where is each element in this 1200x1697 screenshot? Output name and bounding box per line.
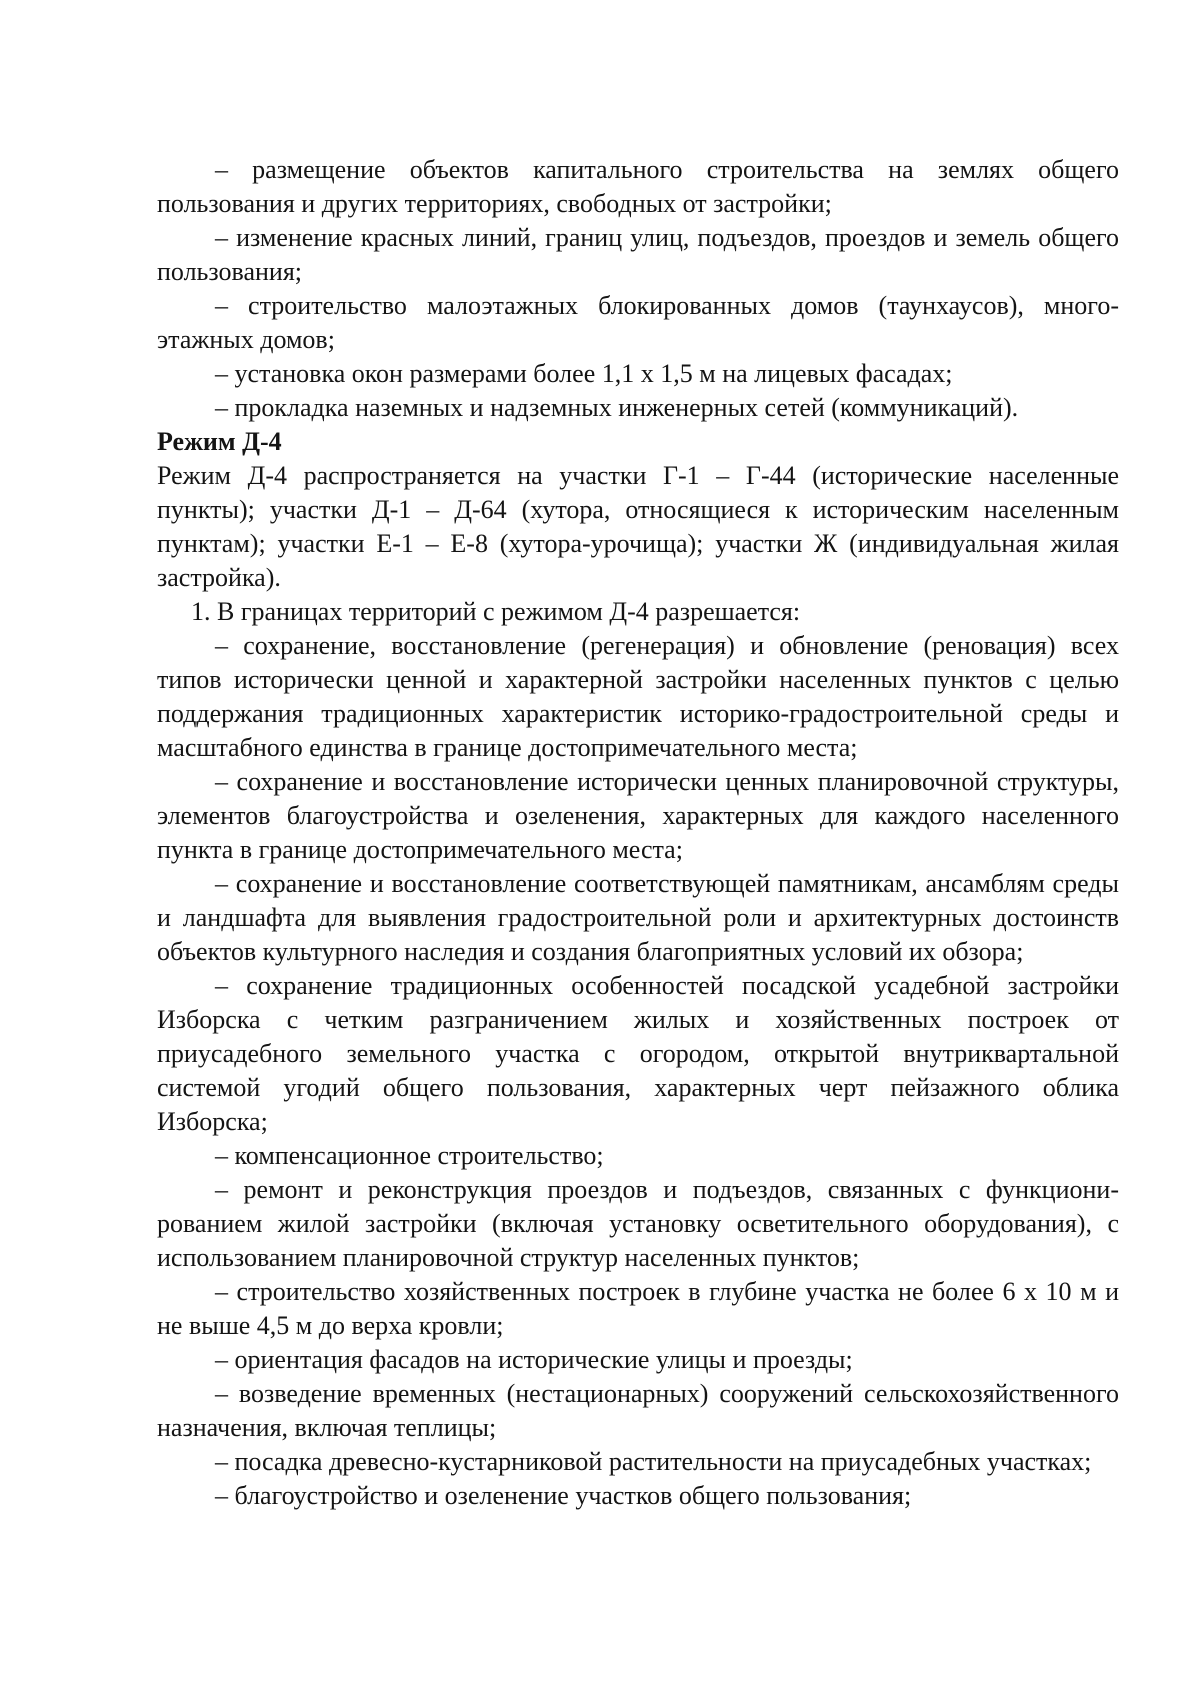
list-item: – посадка древесно-кустарниковой растительности на приусадебных участках; bbox=[215, 1447, 1092, 1476]
list-item: – возведение временных (нестационарных) сооружений сельскохозяйственного назначения, включая теплицы; bbox=[157, 1379, 1119, 1442]
list-item: – ориентация фасадов на исторические улицы и проезды; bbox=[215, 1345, 853, 1374]
list-item: – сохранение и восстановление исторически ценных планировочной структуры, элементов благоустройства и озеленения, характерных для каждого населенного пункта в границе достопримечательного места; bbox=[157, 767, 1119, 864]
section-intro: Режим Д-4 распространяется на участки Г-1 – Г-44 (исторические населенные пункты); участки Д-1 – Д-64 (хутора, относящиеся к историческим населенным пунктам); участки Е-1 – Е-8 (хутора-урочища); участки Ж (индивидуальная жилая застройка). bbox=[157, 461, 1119, 592]
list-item: – установка окон размерами более 1,1 х 1,5 м на лицевых фасадах; bbox=[215, 359, 953, 388]
numbered-item: 1. В границах территорий с режимом Д-4 разрешается: bbox=[191, 597, 801, 626]
list-item: – компенсационное строительство; bbox=[215, 1141, 604, 1170]
list-item: – строительство хозяйственных построек в глубине участка не более 6 х 10 м и не выше 4,5 м до верха кровли; bbox=[157, 1277, 1119, 1340]
list-item: – строительство малоэтажных блокированных домов (таунхаусов), многоэтажных домов; bbox=[157, 291, 1119, 354]
list-item: – изменение красных линий, границ улиц, подъездов, проездов и земель общего пользования; bbox=[157, 223, 1119, 286]
section-heading: Режим Д-4 bbox=[157, 427, 282, 456]
list-item: – размещение объектов капитального строительства на землях общего пользования и других территориях, свободных от застройки; bbox=[157, 155, 1119, 218]
list-item: – сохранение традиционных особенностей посадской усадебной застройки Изборска с четким разграничением жилых и хозяйственных построек от приусадебного земельного участка с огородом, открытой внутриквартальной системой угодий общего пользования, характерных черт пейзажного облика Изборска; bbox=[157, 971, 1119, 1136]
document-body bbox=[157, 153, 1119, 1513]
list-item: – ремонт и реконструкция проездов и подъездов, связанных с функционированием жилой застройки (включая установку осветительного оборудования), с использованием планировочной структур населенных пунктов; bbox=[157, 1175, 1119, 1272]
list-item: – сохранение и восстановление соответствующей памятникам, ансамблям среды и ландшафта для выявления градостроительной роли и архитектурных достоинств объектов культурного наследия и создания благоприятных условий их обзора; bbox=[157, 869, 1119, 966]
list-item: – прокладка наземных и надземных инженерных сетей (коммуникаций). bbox=[215, 393, 1019, 422]
list-item: – благоустройство и озеленение участков общего пользования; bbox=[215, 1481, 912, 1510]
list-item: – сохранение, восстановление (регенерация) и обновление (реновация) всех типов исторически ценной и характерной застройки населенных пунктов с целью поддержания традиционных характеристик историко-градостроительной среды и масштабного единства в границе достопримечательного места; bbox=[157, 631, 1119, 762]
